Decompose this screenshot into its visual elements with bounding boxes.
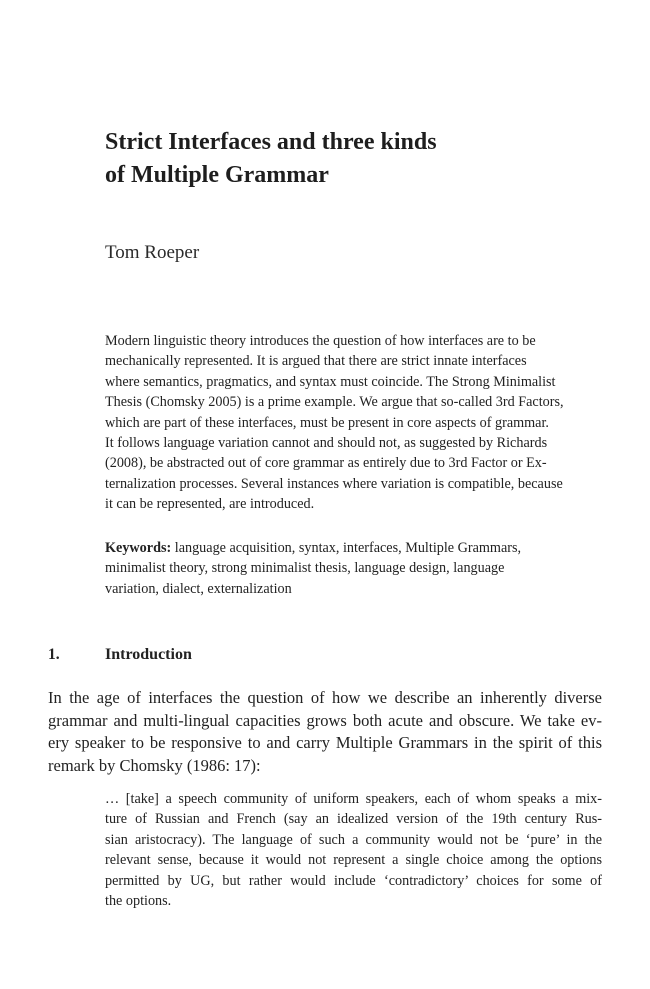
body-line: grammar and multi-lingual capacities grows both acute and obscure. We take ev- xyxy=(48,710,602,730)
paper-title-line-1: Strict Interfaces and three kinds xyxy=(105,129,437,155)
body-paragraph xyxy=(48,687,602,777)
quote-line: ture of Russian and French (say an idealized version of the 19th century Rus- xyxy=(105,811,602,828)
quote-line: sian aristocracy). The language of such a community would not be ‘pure’ in the xyxy=(105,831,602,848)
paper-title-line-2: of Multiple Grammar xyxy=(105,162,329,188)
quote-line: … [take] a speech community of uniform speakers, each of whom speaks a mix- xyxy=(105,791,602,807)
quote-line: permitted by UG, but rather would include ‘contradictory’ choices for some of xyxy=(105,872,602,889)
keywords-line: minimalist theory, strong minimalist thesis, language design, language xyxy=(105,560,505,577)
abstract-line: ternalization processes. Several instances where variation is compatible, because xyxy=(105,475,563,492)
keywords-text: language acquisition, syntax, interfaces, Multiple Grammars, xyxy=(174,540,522,556)
body-line: In the age of interfaces the question of how we describe an inherently diverse xyxy=(48,688,602,707)
abstract-line: Modern linguistic theory introduces the question of how interfaces are to be xyxy=(105,333,536,349)
abstract-line: it can be represented, are introduced. xyxy=(105,496,315,513)
abstract-line: Thesis (Chomsky 2005) is a prime example. We argue that so-called 3rd Factors, xyxy=(105,394,564,411)
abstract-line: which are part of these interfaces, must be present in core aspects of grammar. xyxy=(105,414,549,431)
abstract-line: It follows language variation cannot and should not, as suggested by Richards xyxy=(105,435,548,452)
body-line: ery speaker to be responsive to and carry Multiple Grammars in the spirit of this xyxy=(48,733,602,752)
paper-title xyxy=(105,126,525,192)
section-number: 1. xyxy=(48,646,60,663)
block-quote xyxy=(105,789,602,911)
abstract-line: where semantics, pragmatics, and syntax must coincide. The Strong Minimalist xyxy=(105,373,556,390)
abstract-line: (2008), be abstracted out of core grammar as entirely due to 3rd Factor or Ex- xyxy=(105,455,547,472)
quote-line: relevant sense, because it would not represent a single choice among the options xyxy=(105,852,602,869)
body-line: remark by Chomsky (1986: 17): xyxy=(48,755,261,775)
section-title: Introduction xyxy=(105,646,192,663)
keywords-line xyxy=(105,538,602,558)
quote-line: the options. xyxy=(105,893,172,910)
keywords-line: variation, dialect, externalization xyxy=(105,580,292,597)
abstract-line: mechanically represented. It is argued that there are strict innate interfaces xyxy=(105,353,527,370)
keywords-label: Keywords: xyxy=(105,540,172,556)
keywords xyxy=(105,538,602,599)
author-name: Tom Roeper xyxy=(105,242,200,263)
abstract xyxy=(105,331,602,515)
